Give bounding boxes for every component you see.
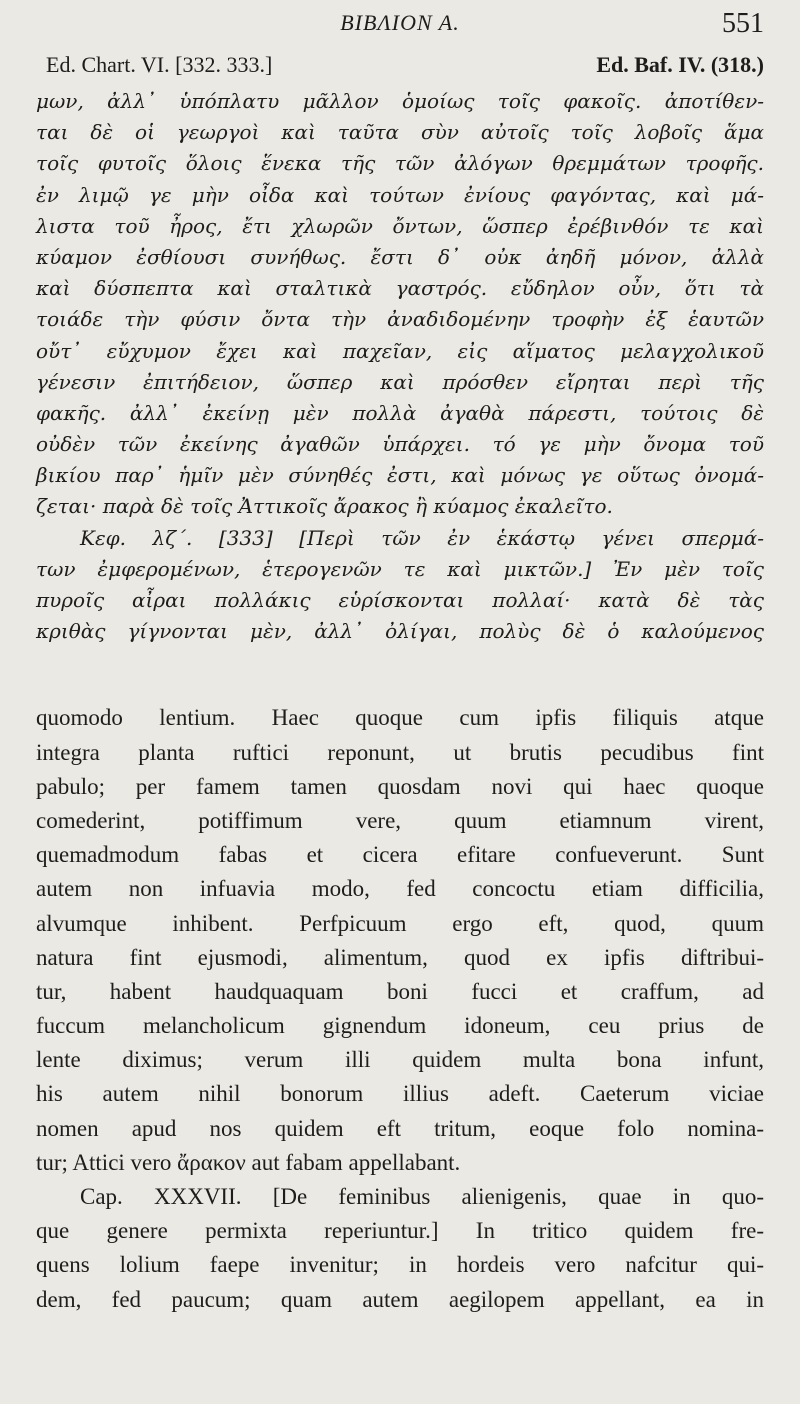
latin-line: his autem nihil bonorum illius adeft. Caeterum viciae: [36, 1081, 764, 1107]
latin-line: dem, fed paucum; quam autem aegilopem appellant, ea in: [36, 1286, 764, 1312]
latin-line: tur, habent haudquaquam boni fucci et craffum, ad: [36, 978, 764, 1004]
section-gap: [36, 647, 764, 701]
greek-line: ται δὲ οἱ γεωργοὶ καὶ ταῦτα σὺν αὐτοῖς τοῖς λοβοῖς ἅμα: [36, 120, 764, 145]
latin-line: pabulo; per famem tamen quosdam novi qui haec quoque: [36, 773, 764, 799]
edition-references: [36, 52, 764, 86]
edition-basel-reference: Ed. Baf. IV. (318.): [596, 52, 764, 77]
latin-text-block: [36, 701, 764, 1316]
greek-chapter-heading-line: Κεφ. λζ΄. [333] [Περὶ τῶν ἐν ἑκάστῳ γένει σπερμά-: [80, 525, 764, 550]
latin-line: alvumque inhibent. Perfpicuum ergo eft, quod, quum: [36, 910, 764, 936]
greek-line: οὐδὲν τῶν ἐκείνης ἀγαθῶν ὑπάρχει. τό γε μὴν ὄνομα τοῦ: [36, 432, 764, 457]
running-title: BIBΛΙΟΝ Α.: [340, 10, 460, 35]
latin-line: tur; Attici vero ἄρακον aut fabam appellabant.: [36, 1149, 461, 1175]
greek-text-block: [36, 86, 764, 647]
latin-line: natura fint ejusmodi, alimentum, quod ex ipfis diftribui-: [36, 944, 764, 970]
greek-line: πυροῖς αἶραι πολλάκις εὑρίσκονται πολλαί· κατὰ δὲ τὰς: [36, 588, 764, 612]
greek-line: φακῆς. ἀλλ᾽ ἐκείνῃ μὲν πολλὰ ἀγαθὰ πάρεστι, τούτοις δὲ: [36, 400, 764, 425]
greek-line: κύαμον ἐσθίουσι συνήθως. ἔστι δ᾽ οὐκ ἀηδῆ μόνον, ἀλλὰ: [36, 244, 764, 269]
greek-line: γένεσιν ἐπιτήδειον, ὥσπερ καὶ πρόσθεν εἴρηται περὶ τῆς: [36, 369, 764, 394]
latin-line: quomodo lentium. Haec quoque cum ipfis filiquis atque: [36, 705, 764, 731]
latin-line: nomen apud nos quidem eft tritum, eoque folo nomina-: [36, 1115, 764, 1141]
running-head: [36, 0, 764, 52]
greek-line: ἐν λιμῷ γε μὴν οἶδα καὶ τούτων ἐνίους φαγόντας, καὶ μά-: [36, 182, 764, 207]
greek-line: των ἐμφερομένων, ἑτερογενῶν τε καὶ μικτῶν.] Ἐν μὲν τοῖς: [36, 556, 764, 581]
greek-line: καὶ δύσπεπτα καὶ σταλτικὰ γαστρός. εὔδηλον οὖν, ὅτι τὰ: [36, 276, 764, 301]
latin-line: quens lolium faepe invenitur; in hordeis vero nafcitur qui-: [36, 1252, 764, 1278]
greek-line: κριθὰς γίγνονται μὲν, ἀλλ᾽ ὀλίγαι, πολὺς δὲ ὁ καλούμενος: [36, 619, 764, 644]
latin-line: que genere permixta reperiuntur.] In tritico quidem fre-: [36, 1218, 764, 1244]
latin-line: comederint, potiffimum vere, quum etiamnum virent,: [36, 807, 764, 833]
latin-line: quemadmodum fabas et cicera efitare confueverunt. Sunt: [36, 842, 764, 868]
greek-line: τοιάδε τὴν φύσιν ὄντα τὴν ἀναδιδομένην τροφὴν ἐξ ἑαυτῶν: [36, 307, 764, 332]
latin-line: integra planta ruftici reponunt, ut brutis pecudibus fint: [36, 739, 764, 765]
greek-line: βικίου παρ᾽ ἡμῖν μὲν σύνηθές ἐστι, καὶ μόνως γε οὕτως ὀνομά-: [36, 463, 764, 488]
edition-chart-reference: Ed. Chart. VI. [332. 333.]: [46, 52, 273, 77]
latin-chapter-heading-line: Cap. XXXVII. [De feminibus alienigenis, quae in quo-: [80, 1184, 764, 1209]
latin-line: fuccum melancholicum gignendum idoneum, ceu prius de: [36, 1013, 764, 1039]
page-number: 551: [722, 8, 764, 39]
greek-line: ζεται· παρὰ δὲ τοῖς Ἀττικοῖς ἄρακος ἢ κύαμος ἐκαλεῖτο.: [36, 494, 613, 519]
latin-line: lente diximus; verum illi quidem multa bona infunt,: [36, 1047, 764, 1073]
greek-line: λιστα τοῦ ἦρος, ἔτι χλωρῶν ὄντων, ὥσπερ ἐρέβινθόν τε καὶ: [36, 213, 764, 238]
greek-line: τοῖς φυτοῖς ὅλοις ἕνεκα τῆς τῶν ἀλόγων θρεμμάτων τροφῆς.: [36, 151, 764, 176]
latin-line: autem non infuavia modo, fed concoctu etiam difficilia,: [36, 876, 764, 902]
greek-line: μων, ἀλλ᾽ ὑπόπλατυ μᾶλλον ὁμοίως τοῖς φακοῖς. ἀποτίθεν-: [36, 89, 764, 113]
greek-line: οὔτ᾽ εὔχυμον ἔχει καὶ παχεῖαν, εἰς αἵματος μελαγχολικοῦ: [36, 338, 764, 363]
